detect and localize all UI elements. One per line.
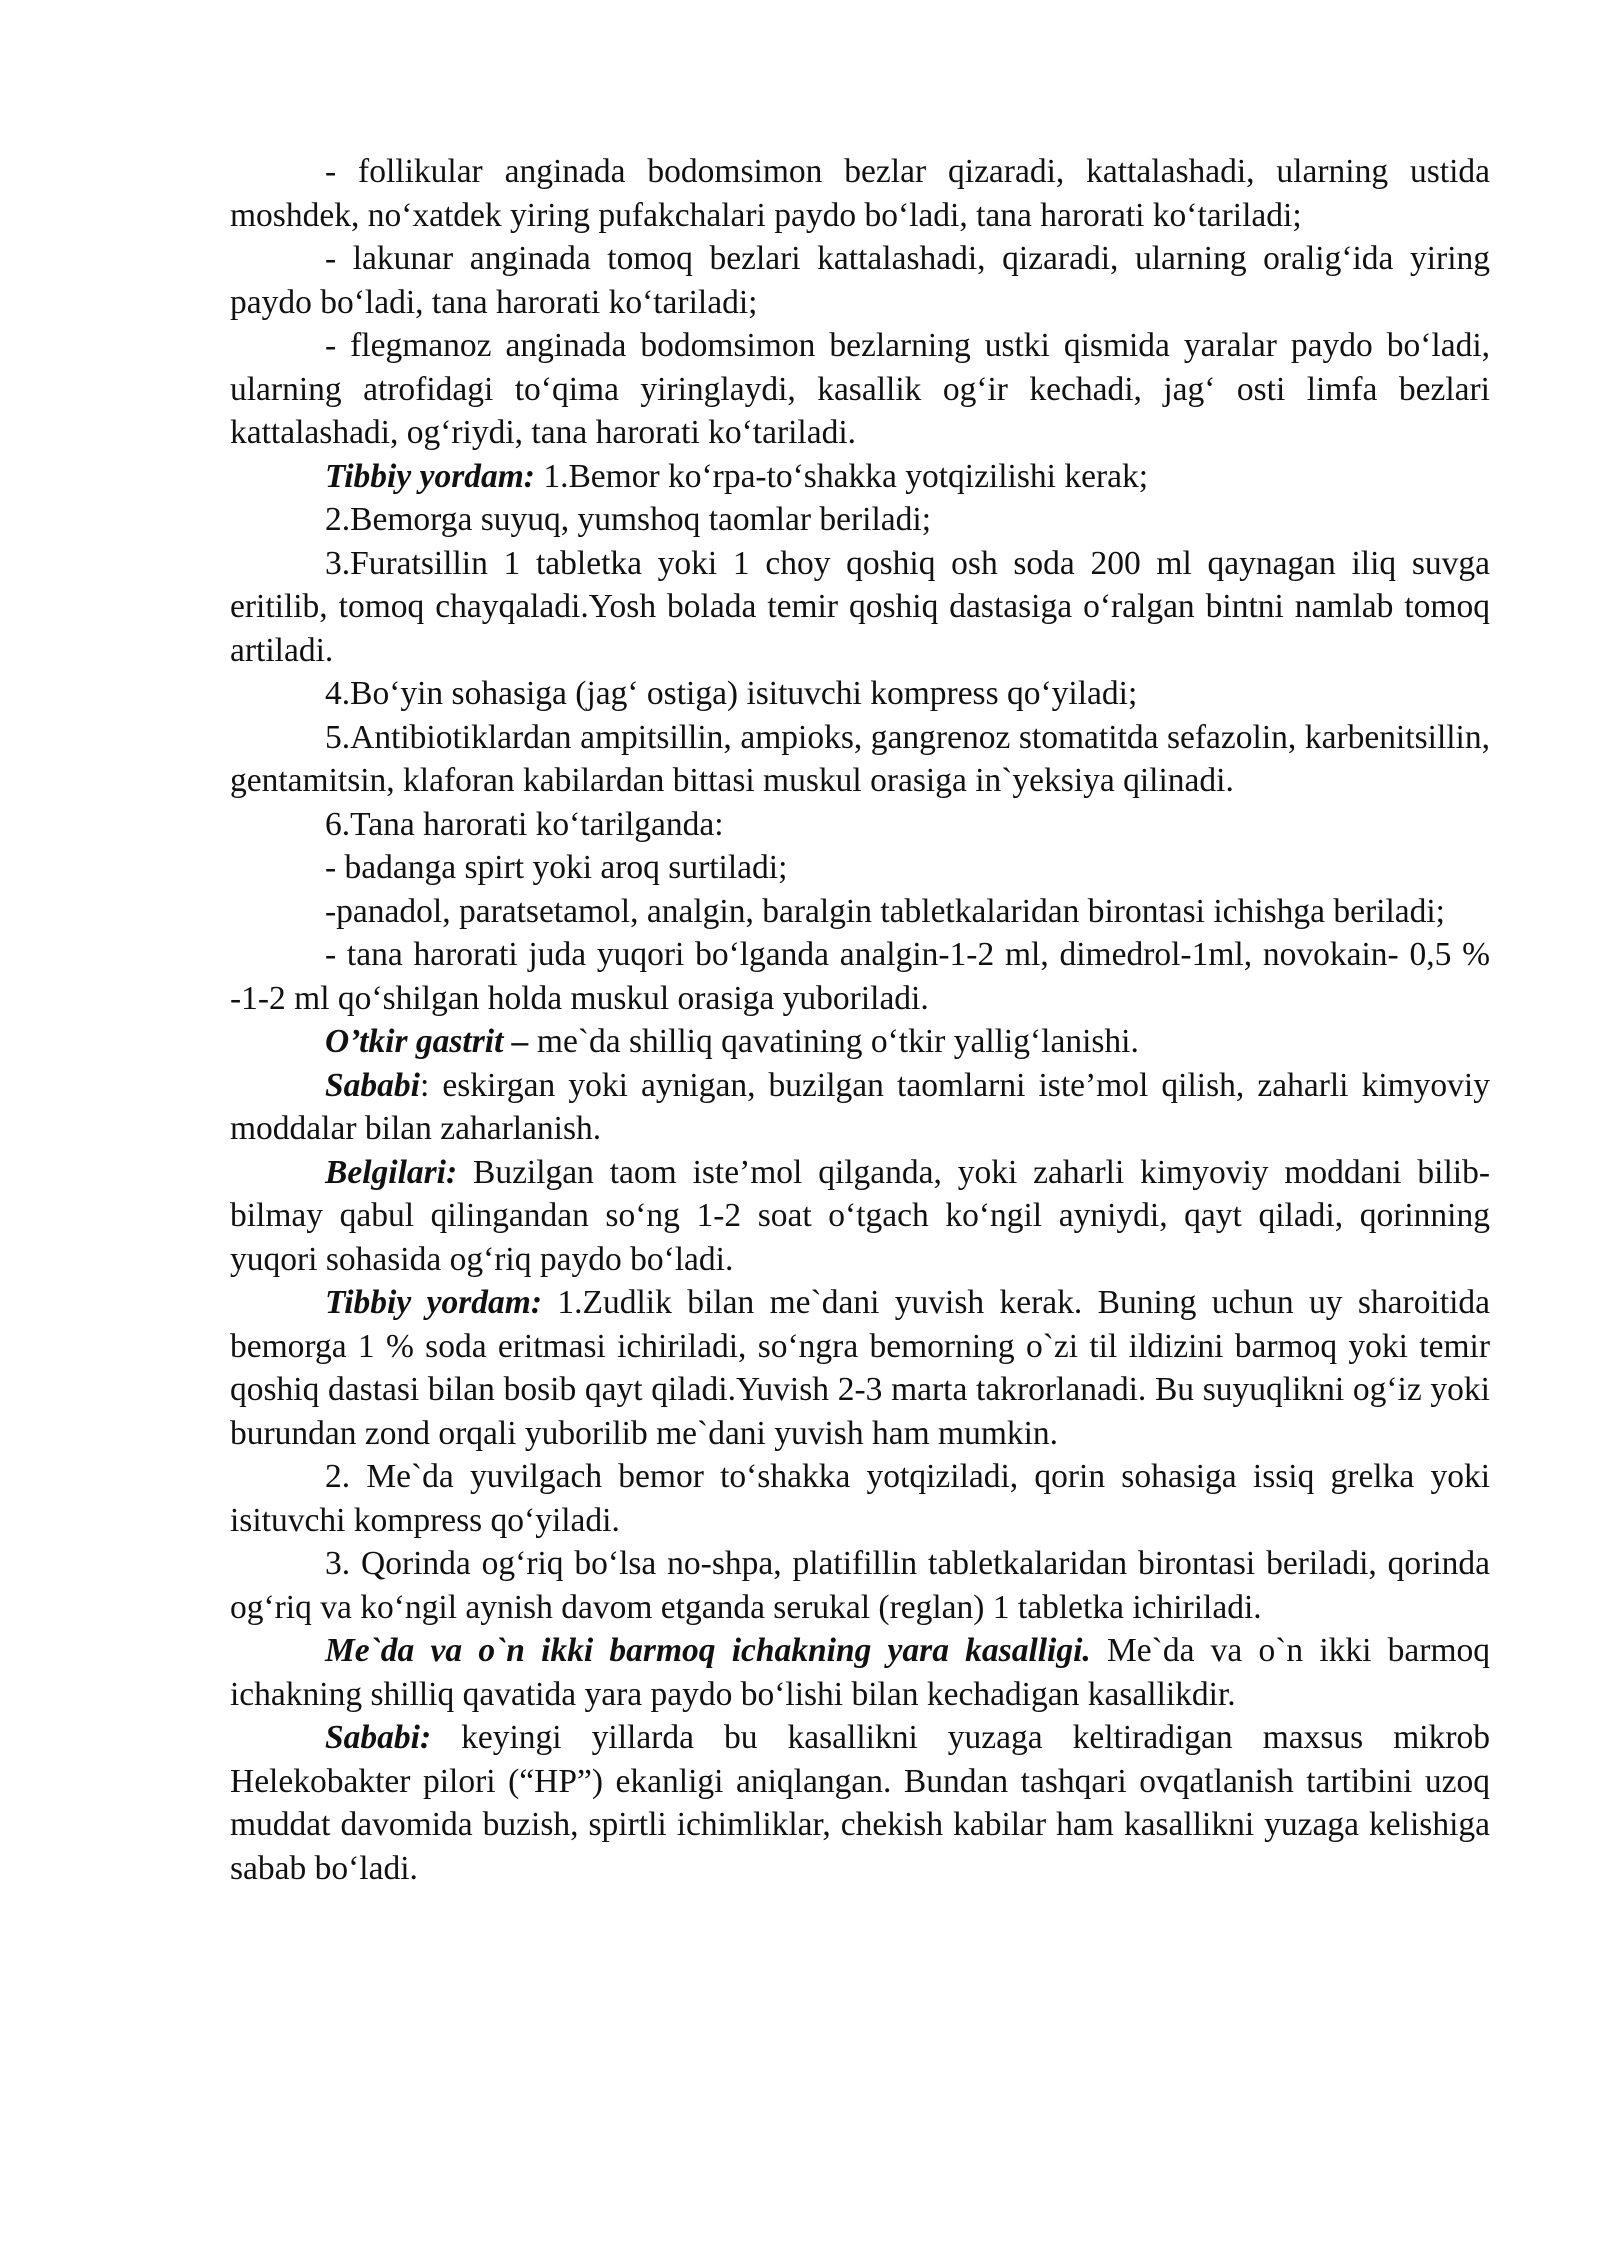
paragraph-text: me`da shilliq qavatining o‘tkir yallig‘lanishi. [528,1023,1139,1060]
paragraph-ulcer-cause [230,1716,1490,1890]
paragraph-step-5 [230,716,1490,803]
paragraph-step-6-a [230,846,1490,890]
paragraph-text: : eskirgan yoki aynigan, buzilgan taomlarni iste’mol qilish, zaharli kimyoviy moddalar bilan zaharlanish. [230,1066,1490,1147]
paragraph-text: 6.Tana harorati ko‘tarilganda: [325,805,724,843]
paragraph-text: - follikular anginada bodomsimon bezlar qizaradi, kattalashadi, ularning ustida moshdek, no‘xatdek yiring pufakchalari paydo bo‘ladi, tana harorati ko‘tariladi; [230,153,1490,234]
paragraph-lacunar-angina [230,237,1490,324]
paragraph-text: - flegmanoz anginada bodomsimon bezlarning ustki qismida yaralar paydo bo‘ladi, ularning atrofidagi to‘qima yiringlaydi, kasallik og‘ir kechadi, jag‘ osti limfa bezlari kattalashadi, og‘riydi, tana harorati ko‘tariladi. [230,327,1490,451]
paragraph-phlegmonous-angina [230,324,1490,455]
paragraph-step-4 [230,672,1490,716]
paragraph-follicular-angina [230,150,1490,237]
paragraph-gastritis-help-3 [230,1542,1490,1629]
paragraph-text: Me`da va o`n ikki barmoq ichakning shilliq qavatida yara paydo bo‘lishi bilan kechadigan kasallikdir. [230,1632,1490,1713]
paragraph-text: 4.Bo‘yin sohasiga (jag‘ ostiga) isituvchi kompress qo‘yiladi; [325,675,1138,712]
section-label: O’tkir gastrit – [325,1023,529,1060]
paragraph-text: -panadol, paratsetamol, analgin, baralgin tabletkalaridan birontasi ichishga beriladi; [325,892,1445,930]
paragraph-text: 3.Furatsillin 1 tabletka yoki 1 choy qoshiq osh soda 200 ml qaynagan iliq suvga eritilib, tomoq chayqaladi.Yosh bolada temir qoshiq dastasiga o‘ralgan bintni namlab tomoq artiladi. [230,544,1490,669]
section-label: Me`da va o`n ikki barmoq ichakning yara kasalligi. [325,1632,1091,1669]
paragraph-text: 3. Qorinda og‘riq bo‘lsa no-shpa, platifillin tabletkalaridan birontasi beriladi, qorinda og‘riq va ko‘ngil aynish davom etganda serukal (reglan) 1 tabletka ichiriladi. [230,1545,1490,1626]
paragraph-gastritis-symptoms [230,1151,1490,1282]
paragraph-step-6-b [230,890,1490,934]
paragraph-gastritis-help-2 [230,1455,1490,1542]
paragraph-ulcer-disease [230,1629,1490,1716]
paragraph-text: 2. Me`da yuvilgach bemor to‘shakka yotqiziladi, qorin sohasiga issiq grelka yoki isituvchi kompress qo‘yiladi. [230,1458,1490,1539]
paragraph-text: Buzilgan taom iste’mol qilganda, yoki zaharli kimyoviy moddani bilib-bilmay qabul qilingandan so‘ng 1-2 soat o‘tgach ko‘ngil ayniydi, qayt qiladi, qorinning yuqori sohasida og‘riq paydo bo‘ladi. [230,1153,1490,1278]
paragraph-step-6-c [230,933,1490,1020]
paragraph-text: - badanga spirt yoki aroq surtiladi; [325,849,788,886]
paragraph-step-2 [230,498,1490,542]
paragraph-text: 1.Zudlik bilan me`dani yuvish kerak. Buning uchun uy sharoitida bemorga 1 % soda eritmasi ichiriladi, so‘ngra bemorning o`zi til ildizini barmoq yoki temir qoshiq dastasi bilan bosib qayt qiladi.Yuvish 2-3 marta takrorlanadi. Bu suyuqlikni og‘iz yoki burundan zond orqali yuborilib me`dani yuvish ham mumkin. [230,1284,1491,1452]
paragraph-gastritis-help-1 [230,1281,1490,1455]
section-label: Sababi: [325,1719,432,1756]
paragraph-text: - lakunar anginada tomoq bezlari kattalashadi, qizaradi, ularning oralig‘ida yiring paydo bo‘ladi, tana harorati ko‘tariladi; [230,240,1490,321]
paragraph-step-3 [230,542,1490,673]
paragraph-text: keyingi yillarda bu kasallikni yuzaga keltiradigan maxsus mikrob Helekobakter pilori (“HP”) ekanligi aniqlangan. Bundan tashqari ovqatlanish tartibini uzoq muddat davomida buzish, spirtli ichimliklar, chekish kabilar ham kasallikni yuzaga kelishiga sabab bo‘ladi. [230,1719,1490,1887]
paragraph-text: - tana harorati juda yuqori bo‘lganda analgin-1-2 ml, dimedrol-1ml, novokain- 0,5 % -1-2 ml qo‘shilgan holda muskul orasiga yuboriladi. [230,936,1490,1017]
paragraph-medical-help-1 [230,455,1490,499]
paragraph-acute-gastritis [230,1020,1490,1064]
paragraph-text: 5.Antibiotiklardan ampitsillin, ampioks, gangrenoz stomatitda sefazolin, karbenitsillin, gentamitsin, klaforan kabilardan bittasi muskul orasiga in`yeksiya qilinadi. [230,718,1490,799]
document-page [230,150,1490,1890]
section-label: Tibbiy yordam: [325,457,535,495]
section-label: Belgilari: [325,1153,458,1191]
section-label: Tibbiy yordam: [325,1284,542,1321]
paragraph-text: 1.Bemor ko‘rpa-to‘shakka yotqizilishi kerak; [534,457,1149,495]
paragraph-step-6 [230,803,1490,847]
paragraph-gastritis-cause [230,1064,1490,1151]
paragraph-text: 2.Bemorga suyuq, yumshoq taomlar beriladi; [325,501,932,538]
section-label: Sababi [325,1066,420,1104]
